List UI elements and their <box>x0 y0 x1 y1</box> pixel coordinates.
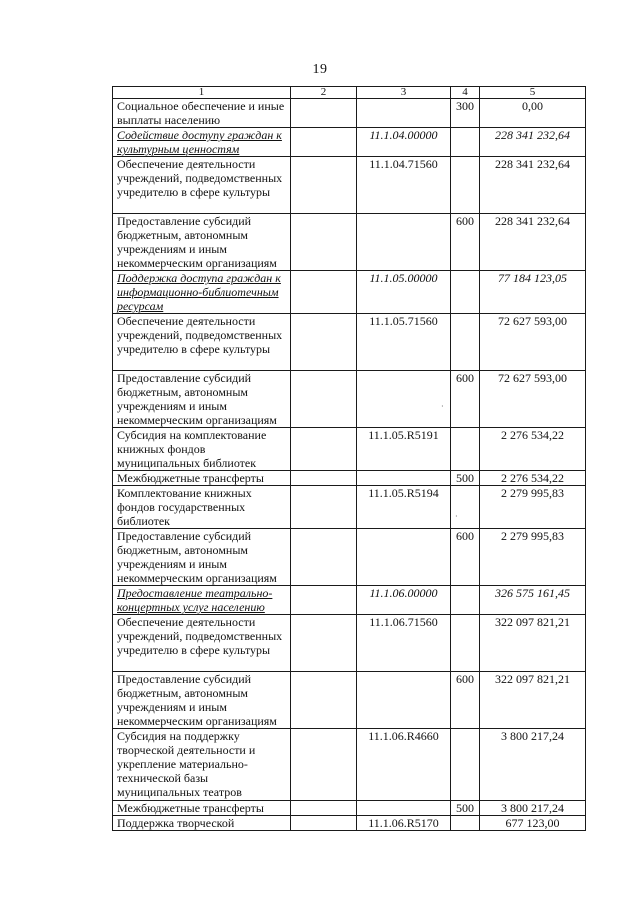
row-col2-cell <box>291 157 357 214</box>
table-row <box>113 99 586 128</box>
column-header-1: 1 <box>113 87 291 99</box>
scan-speck: · <box>455 512 458 521</box>
row-code-cell: 11.1.05.00000 <box>357 271 451 314</box>
row-name-cell: Субсидия на поддержку творческой деятельности и укрепление материально-технической базы муниципальных театров <box>113 729 291 801</box>
row-type-cell <box>451 314 480 371</box>
row-name-cell: Поддержка творческой <box>113 816 291 831</box>
row-name-cell: Предоставление субсидий бюджетным, автономным учреждениям и иным некоммерческим организациям <box>113 214 291 271</box>
row-code-cell <box>357 801 451 816</box>
table-row <box>113 314 586 371</box>
table-header-row <box>113 87 586 99</box>
table-row <box>113 586 586 615</box>
row-code-cell <box>357 214 451 271</box>
row-type-cell: 600 <box>451 214 480 271</box>
table-row <box>113 615 586 672</box>
row-amount-cell: 77 184 123,05 <box>480 271 586 314</box>
row-col2-cell <box>291 99 357 128</box>
column-header-5: 5 <box>480 87 586 99</box>
row-type-cell <box>451 271 480 314</box>
table-row <box>113 816 586 831</box>
row-amount-cell: 228 341 232,64 <box>480 157 586 214</box>
table-row <box>113 486 586 529</box>
table-row <box>113 157 586 214</box>
row-col2-cell <box>291 529 357 586</box>
column-header-3: 3 <box>357 87 451 99</box>
row-amount-cell: 2 279 995,83 <box>480 486 586 529</box>
row-name-cell: Обеспечение деятельности учреждений, подведомственных учредителю в сфере культуры <box>113 615 291 672</box>
row-code-cell: 11.1.06.R5170 <box>357 816 451 831</box>
row-type-cell <box>451 586 480 615</box>
row-type-cell <box>451 615 480 672</box>
row-name-cell: Обеспечение деятельности учреждений, подведомственных учредителю в сфере культуры <box>113 157 291 214</box>
row-col2-cell <box>291 586 357 615</box>
row-amount-cell: 72 627 593,00 <box>480 371 586 428</box>
row-type-cell: 500 <box>451 801 480 816</box>
row-name-cell: Субсидия на комплектование книжных фондов муниципальных библиотек <box>113 428 291 471</box>
row-col2-cell <box>291 801 357 816</box>
table-row <box>113 801 586 816</box>
row-type-cell <box>451 157 480 214</box>
row-col2-cell <box>291 615 357 672</box>
row-name-cell: Предоставление субсидий бюджетным, автономным учреждениям и иным некоммерческим организациям <box>113 672 291 729</box>
row-amount-cell: 72 627 593,00 <box>480 314 586 371</box>
row-amount-cell: 677 123,00 <box>480 816 586 831</box>
row-amount-cell: 2 276 534,22 <box>480 428 586 471</box>
row-col2-cell <box>291 214 357 271</box>
row-col2-cell <box>291 672 357 729</box>
row-code-cell: 11.1.04.00000 <box>357 128 451 157</box>
row-amount-cell: 228 341 232,64 <box>480 214 586 271</box>
row-name-cell: Обеспечение деятельности учреждений, подведомственных учредителю в сфере культуры <box>113 314 291 371</box>
row-col2-cell <box>291 371 357 428</box>
row-amount-cell: 2 276 534,22 <box>480 471 586 486</box>
row-col2-cell <box>291 128 357 157</box>
row-code-cell <box>357 471 451 486</box>
row-col2-cell <box>291 428 357 471</box>
row-amount-cell: 3 800 217,24 <box>480 729 586 801</box>
row-code-cell <box>357 529 451 586</box>
page-number: 19 <box>312 62 328 77</box>
row-type-cell <box>451 128 480 157</box>
row-name-cell: Предоставление театрально-концертных услуг населению <box>113 586 291 615</box>
row-code-cell <box>357 99 451 128</box>
row-code-cell <box>357 371 451 428</box>
row-code-cell: 11.1.05.R5194 <box>357 486 451 529</box>
row-type-cell <box>451 816 480 831</box>
table-row <box>113 672 586 729</box>
row-code-cell: 11.1.06.R4660 <box>357 729 451 801</box>
row-amount-cell: 2 279 995,83 <box>480 529 586 586</box>
row-type-cell: 500 <box>451 471 480 486</box>
table-row <box>113 729 586 801</box>
row-name-cell: Предоставление субсидий бюджетным, автономным учреждениям и иным некоммерческим организациям <box>113 529 291 586</box>
table-row <box>113 271 586 314</box>
budget-table <box>112 86 586 831</box>
scan-speck: · <box>441 402 444 411</box>
table-row <box>113 471 586 486</box>
row-amount-cell: 228 341 232,64 <box>480 128 586 157</box>
row-col2-cell <box>291 271 357 314</box>
row-code-cell: 11.1.05.R5191 <box>357 428 451 471</box>
table-row <box>113 428 586 471</box>
row-name-cell: Поддержка доступа граждан к информационно-библиотечным ресурсам <box>113 271 291 314</box>
row-name-cell: Социальное обеспечение и иные выплаты населению <box>113 99 291 128</box>
row-type-cell <box>451 729 480 801</box>
table-row <box>113 128 586 157</box>
row-name-cell: Межбюджетные трансферты <box>113 471 291 486</box>
row-code-cell: 11.1.05.71560 <box>357 314 451 371</box>
row-type-cell <box>451 428 480 471</box>
row-amount-cell: 322 097 821,21 <box>480 615 586 672</box>
row-col2-cell <box>291 314 357 371</box>
column-header-4: 4 <box>451 87 480 99</box>
row-col2-cell <box>291 729 357 801</box>
row-code-cell: 11.1.04.71560 <box>357 157 451 214</box>
row-type-cell: 600 <box>451 529 480 586</box>
row-code-cell: 11.1.06.00000 <box>357 586 451 615</box>
table-row <box>113 529 586 586</box>
row-name-cell: Содействие доступу граждан к культурным ценностям <box>113 128 291 157</box>
row-type-cell: 600 <box>451 672 480 729</box>
row-amount-cell: 0,00 <box>480 99 586 128</box>
row-name-cell: Предоставление субсидий бюджетным, автономным учреждениям и иным некоммерческим организациям <box>113 371 291 428</box>
row-type-cell: 600 <box>451 371 480 428</box>
table-row <box>113 214 586 271</box>
row-amount-cell: 3 800 217,24 <box>480 801 586 816</box>
row-col2-cell <box>291 471 357 486</box>
row-type-cell: 300 <box>451 99 480 128</box>
row-type-cell <box>451 486 480 529</box>
table-body <box>113 99 586 831</box>
row-amount-cell: 326 575 161,45 <box>480 586 586 615</box>
row-code-cell: 11.1.06.71560 <box>357 615 451 672</box>
row-amount-cell: 322 097 821,21 <box>480 672 586 729</box>
column-header-2: 2 <box>291 87 357 99</box>
row-col2-cell <box>291 486 357 529</box>
row-code-cell <box>357 672 451 729</box>
row-col2-cell <box>291 816 357 831</box>
row-name-cell: Комплектование книжных фондов государственных библиотек <box>113 486 291 529</box>
row-name-cell: Межбюджетные трансферты <box>113 801 291 816</box>
table-row <box>113 371 586 428</box>
